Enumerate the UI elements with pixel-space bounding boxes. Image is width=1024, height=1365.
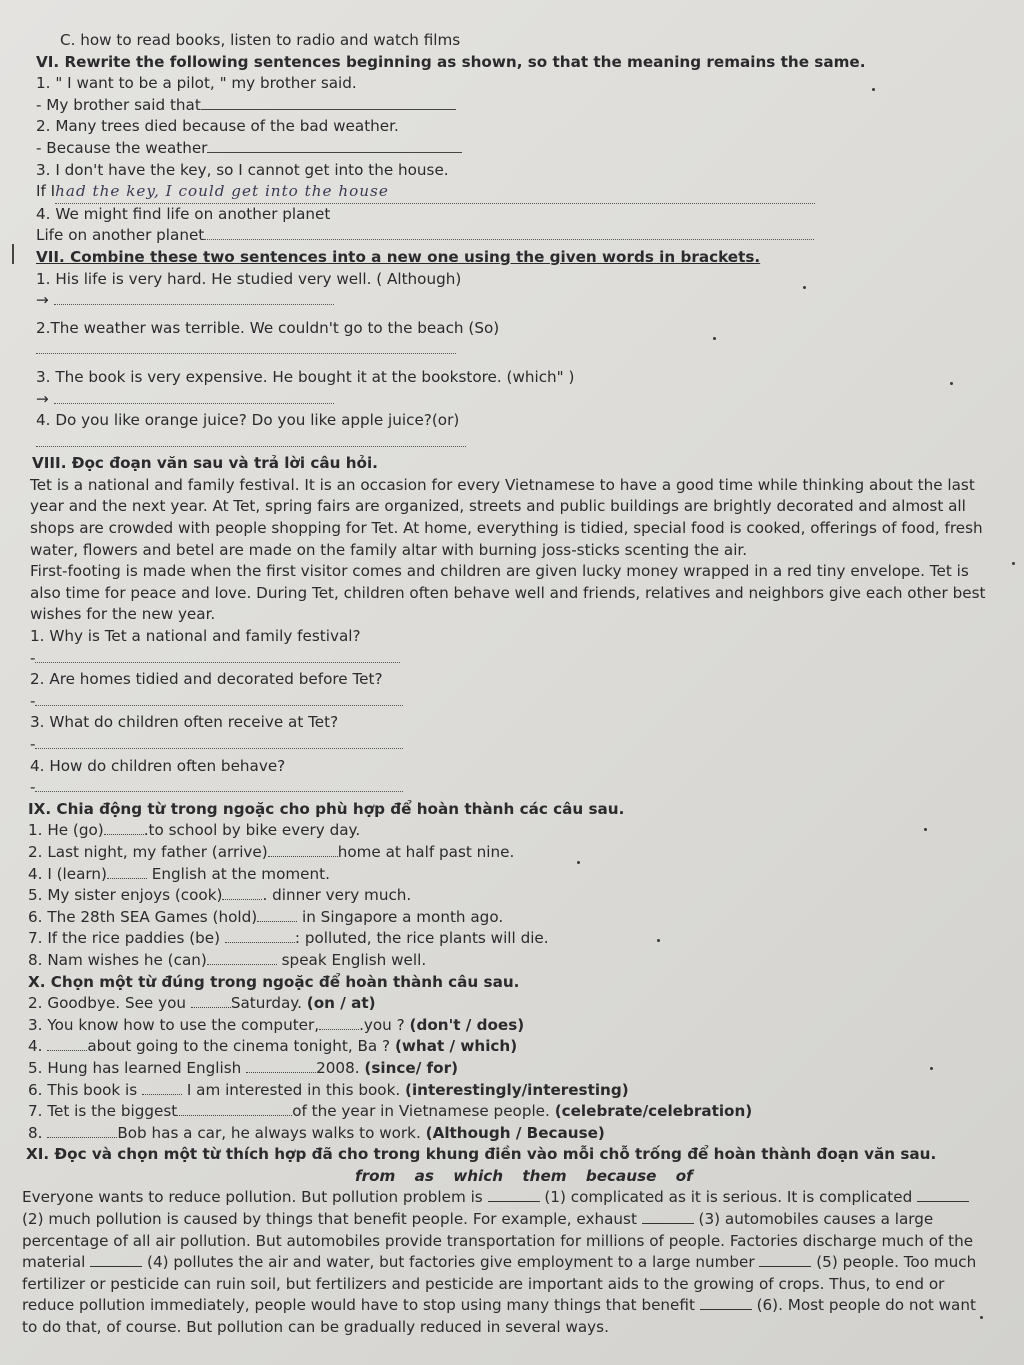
vi-q2-answer-line [22,138,1000,160]
viii-paragraph-1: Tet is a national and family festival. It is an occasion for every Vietnamese to have a good time while thinking about the last year and the next year. At Tet, spring fairs are organized, streets and public buildings are brightly decorated and almost all shops are crowded with people shopping for Tet. At home, everything is tidied, special food is cooked, offerings of food, fresh water, flowers and betel are made on the family altar with burning joss-sticks scenting the air. [30,475,983,559]
section-vi-title: VI. Rewrite the following sentences beginning as shown, so that the meaning remains the same. [36,52,866,71]
x-item: 8. Bob has a car, he always walks to work. (Although / Because) [28,1123,605,1142]
vi-q2: 2. Many trees died because of the bad weather. [36,117,399,136]
viii-q1-answer-line [22,648,1000,670]
vii-q3-answer-line [22,389,1000,411]
vi-q4-blank[interactable] [204,225,814,240]
xi-blank-1[interactable] [488,1188,540,1202]
ix-item: 4. I (learn) English at the moment. [28,864,330,883]
viii-q2-blank[interactable] [35,691,403,706]
viii-q1-blank[interactable] [35,648,400,663]
vi-q1-answer-line [22,95,1000,117]
x-blank[interactable] [177,1102,292,1116]
speck [803,286,806,289]
x-blank[interactable] [142,1081,182,1095]
ix-blank[interactable] [107,865,147,879]
dash-mark: - [30,735,36,753]
section-x-title: X. Chọn một từ đúng trong ngoặc để hoàn thành câu sau. [28,972,520,991]
vii-q1-answer-line [22,290,1000,312]
xi-blank-4[interactable] [90,1253,142,1267]
speck [980,1316,983,1319]
speck [1012,562,1015,565]
dash-mark: - [30,778,36,797]
xi-word-box: from as which them because of [355,1166,693,1185]
vii-q4-blank[interactable] [36,432,466,447]
viii-q4-blank[interactable] [35,777,403,792]
ix-item: 2. Last night, my father (arrive) home at half past nine. [28,842,515,861]
dash-mark: - [30,691,36,710]
xi-blank-2[interactable] [917,1188,969,1202]
vii-q2: 2.The weather was terrible. We couldn't go to the beach (So) [36,318,500,337]
x-item: 3. You know how to use the computer, .you ? (don't / does) [28,1015,525,1034]
xi-paragraph: Everyone wants to reduce pollution. But pollution problem is (1) complicated as it is serious. It is complicated (2) much pollution is caused by things that benefit people. For example, exhaust (3) automobiles causes a large percentage of all air pollution. But automobiles provide transportation for millions of people. Factories discharge much of the material (4) pollutes the air and water, but factories give employment to a large number (5) people. Too much fertilizer or pesticide can ruin soil, but fertilizers and pesticide are important aids to the growing of crops. Thus, to end or reduce pollution immediately, people would have to stop using many things that benefit (6). Most people do not want to do that, of course. But pollution can be gradually reduced in several ways. [22,1188,977,1337]
speck [577,861,580,864]
option-c: C. how to read books, listen to radio and watch films [60,31,461,49]
ix-blank[interactable] [257,908,297,922]
x-blank[interactable] [191,994,231,1008]
viii-q2: 2. Are homes tidied and decorated before Tet? [30,670,383,689]
vi-q1: 1. " I want to be a pilot, " my brother said. [36,74,357,93]
ix-blank[interactable] [104,821,144,835]
ix-item: 6. The 28th SEA Games (hold) in Singapore a month ago. [28,907,504,926]
viii-q4: 4. How do children often behave? [30,756,286,775]
ix-blank[interactable] [268,843,338,857]
viii-q4-answer-line [22,777,1000,799]
section-viii-title: VIII. Đọc đoạn văn sau và trả lời câu hỏi. [32,454,378,473]
viii-q3-blank[interactable] [35,734,403,749]
ix-item: 1. He (go) .to school by bike every day. [28,821,361,840]
margin-bar [12,244,14,264]
vii-q2-blank[interactable] [36,339,456,354]
viii-q2-answer-line [22,691,1000,713]
speck [713,337,716,340]
viii-q3-answer-line [22,734,1000,756]
speck [924,828,927,831]
vi-q4: 4. We might find life on another planet [36,204,331,223]
speck [657,939,660,942]
ix-blank[interactable] [225,929,295,943]
x-item: 6. This book is I am interested in this book. (interestingly/interesting) [28,1080,629,1099]
arrow-icon: → [36,389,49,408]
ix-item: 7. If the rice paddies (be) : polluted, the rice plants will die. [28,929,549,948]
arrow-icon: → [36,291,49,310]
viii-q1: 1. Why is Tet a national and family festival? [30,627,361,646]
ix-item: 8. Nam wishes he (can) speak English well. [28,950,427,969]
vi-q4-answer-line [22,225,1000,247]
xi-blank-5[interactable] [759,1253,811,1267]
x-item: 7. Tet is the biggest of the year in Vietnamese people. (celebrate/celebration) [28,1102,753,1121]
section-ix-title: IX. Chia động từ trong ngoặc cho phù hợp để hoàn thành các câu sau. [28,799,625,818]
vi-q3-handwritten-answer[interactable]: had the key, I could get into the house [55,182,389,201]
section-vii-title: VII. Combine these two sentences into a new one using the given words in brackets. [36,247,761,266]
vi-q3: 3. I don't have the key, so I cannot get into the house. [36,160,449,179]
xi-blank-6[interactable] [700,1296,752,1310]
vii-q3-blank[interactable] [54,389,334,404]
vi-q1-blank[interactable] [201,95,456,110]
xi-blank-3[interactable] [642,1210,694,1224]
x-item: 4. about going to the cinema tonight, Ba ? (what / which) [28,1037,518,1056]
vi-q3-start: If I [36,182,56,201]
speck [950,382,953,385]
vi-q2-start: - Because the weather [36,138,208,157]
vi-q1-start: - My brother said that [36,95,201,114]
vii-q2-answer-line [22,339,1000,361]
dash-mark: - [30,648,36,667]
vi-q4-start: Life on another planet [36,226,205,245]
vii-q4-answer-line [22,432,1000,454]
x-list [22,993,1000,1144]
x-item: 5. Hung has learned English 2008. (since/ for) [28,1058,459,1077]
viii-paragraph-2: First-footing is made when the first visitor comes and children are given lucky money wrapped in a red tiny envelope. Tet is also time for peace and love. During Tet, children often behave well and friends, relatives and neighbors give each other best wishes for the new year. [30,562,986,624]
vi-q3-answer-line [22,181,1000,204]
section-xi-title: XI. Đọc và chọn một từ thích hợp đã cho trong khung điền vào mỗi chỗ trống để hoàn thành đoạn văn sau. [26,1145,937,1164]
speck [930,1067,933,1070]
vii-q1-blank[interactable] [54,290,334,305]
x-blank[interactable] [47,1124,117,1138]
speck [872,88,875,91]
vii-q4: 4. Do you like orange juice? Do you like apple juice?(or) [36,411,460,430]
x-blank[interactable] [47,1037,87,1051]
vii-q1: 1. His life is very hard. He studied very well. ( Although) [36,269,462,288]
viii-q3: 3. What do children often receive at Tet? [30,713,339,732]
x-blank[interactable] [246,1059,316,1073]
ix-blank[interactable] [207,951,277,965]
x-blank[interactable] [319,1016,359,1030]
vi-q2-blank[interactable] [207,138,462,153]
vii-q3: 3. The book is very expensive. He bought it at the bookstore. (which" ) [36,367,575,386]
x-item: 2. Goodbye. See you Saturday. (on / at) [28,994,376,1013]
ix-item: 5. My sister enjoys (cook) . dinner very much. [28,886,412,905]
ix-blank[interactable] [222,886,262,900]
ix-list [22,820,1000,971]
